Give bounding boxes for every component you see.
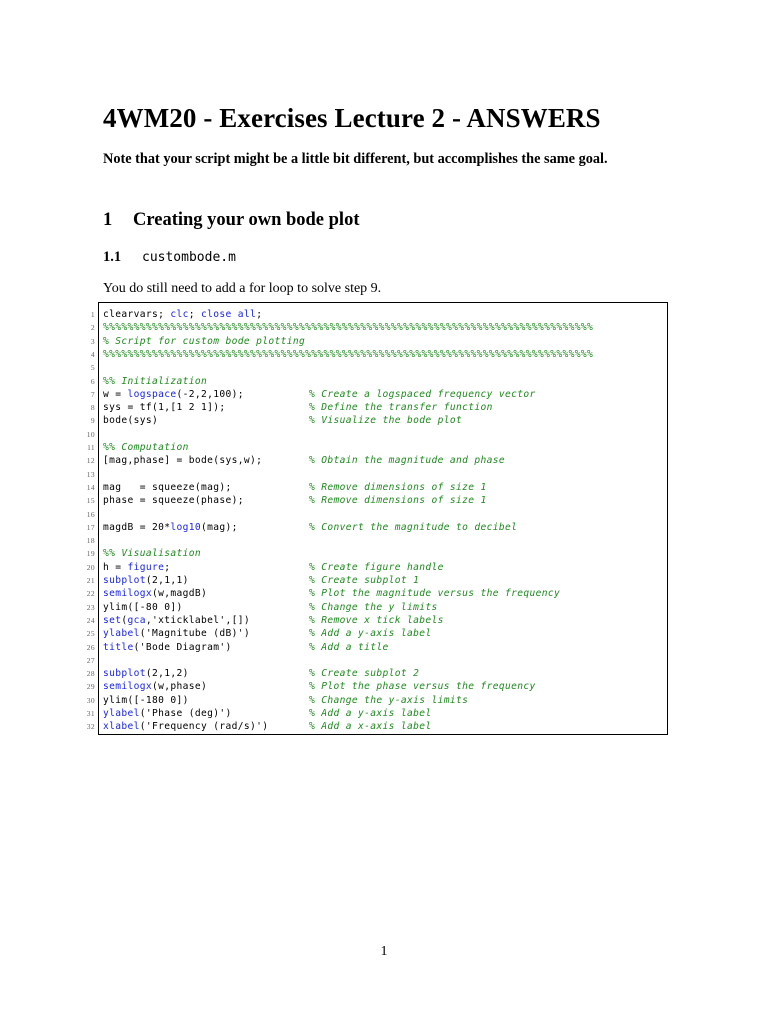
code-text bbox=[103, 375, 207, 388]
line-number: 5 bbox=[90, 363, 95, 373]
code-keyword: title bbox=[103, 641, 134, 653]
code-token: (2,1,1) bbox=[145, 575, 189, 586]
code-token: (w,phase) bbox=[152, 681, 208, 693]
code-token: ; bbox=[188, 309, 202, 320]
line-number: 24 bbox=[86, 615, 95, 625]
code-text bbox=[103, 454, 262, 467]
code-text bbox=[103, 388, 244, 401]
line-number: 12 bbox=[86, 456, 95, 466]
line-number: 21 bbox=[86, 576, 95, 585]
line-number: 10 bbox=[86, 429, 95, 439]
code-keyword: ylabel bbox=[103, 628, 140, 640]
line-number: 18 bbox=[86, 536, 95, 546]
code-text bbox=[103, 561, 170, 574]
code-token: ('Phase (deg)') bbox=[139, 708, 232, 719]
code-listing bbox=[86, 302, 668, 735]
code-keyword: figure bbox=[127, 561, 165, 573]
code-comment: % Script for custom bode plotting bbox=[103, 335, 306, 347]
code-inline-comment: % Remove x tick labels bbox=[309, 614, 444, 626]
code-inline-comment: % Add a title bbox=[309, 641, 389, 653]
code-text bbox=[103, 521, 238, 534]
section-number: 1 bbox=[103, 210, 113, 230]
code-token: bode(sys) bbox=[103, 415, 159, 427]
code-keyword: subplot bbox=[103, 668, 146, 680]
line-number: 2 bbox=[90, 323, 95, 333]
code-text bbox=[103, 574, 189, 587]
code-keyword: clc bbox=[170, 309, 189, 320]
code-keyword: subplot bbox=[103, 575, 146, 586]
code-text bbox=[103, 335, 305, 348]
code-token: ylim([-80 0]) bbox=[103, 601, 183, 613]
line-number: 16 bbox=[86, 509, 95, 519]
code-comment: %% Initialization bbox=[103, 375, 208, 387]
code-text bbox=[103, 348, 593, 361]
page-number: 1 bbox=[380, 944, 388, 959]
line-number: 11 bbox=[87, 443, 95, 452]
code-text bbox=[103, 707, 232, 720]
section-heading bbox=[103, 210, 359, 231]
code-inline-comment: % Create subplot 2 bbox=[309, 668, 420, 680]
code-comment: %%%%%%%%%%%%%%%%%%%%%%%%%%%%%%%%%%%%%%%%%%%%%%%%%%%%%%%%%%%%%%%%%%%%%%%%%%%%%%%% bbox=[103, 348, 594, 360]
code-token: ('Magnitube (dB)') bbox=[139, 628, 251, 640]
code-inline-comment: % Convert the magnitude to decibel bbox=[309, 521, 518, 533]
code-token: clearvars; bbox=[103, 309, 171, 320]
code-text bbox=[103, 694, 189, 707]
code-text bbox=[103, 321, 593, 334]
code-text bbox=[103, 614, 250, 627]
code-inline-comment: % Visualize the bode plot bbox=[309, 415, 463, 427]
code-token: (-2,2,100); bbox=[176, 388, 244, 400]
code-token: (mag); bbox=[201, 521, 238, 533]
code-keyword: log10 bbox=[170, 521, 202, 533]
code-token: (w,magdB) bbox=[152, 588, 208, 600]
line-number: 13 bbox=[86, 469, 95, 479]
code-token: ( bbox=[121, 614, 128, 626]
code-text bbox=[103, 627, 250, 640]
code-comment: %%%%%%%%%%%%%%%%%%%%%%%%%%%%%%%%%%%%%%%%%%%%%%%%%%%%%%%%%%%%%%%%%%%%%%%%%%%%%%%% bbox=[103, 322, 594, 334]
line-number: 23 bbox=[86, 602, 95, 612]
code-text bbox=[103, 308, 262, 321]
code-inline-comment: % Plot the magnitude versus the frequency bbox=[309, 588, 561, 600]
line-number: 29 bbox=[86, 682, 95, 692]
code-token: phase = squeeze(phase); bbox=[103, 495, 244, 507]
code-text bbox=[103, 481, 232, 494]
code-token: ; bbox=[256, 309, 263, 320]
code-token: sys = tf(1,[1 2 1]); bbox=[103, 402, 226, 414]
code-text bbox=[103, 601, 183, 614]
intro-text: You do still need to add a for loop to solve step 9. bbox=[103, 281, 382, 296]
code-inline-comment: % Change the y limits bbox=[309, 601, 438, 613]
code-inline-comment: % Remove dimensions of size 1 bbox=[309, 495, 487, 507]
subsection-heading bbox=[103, 249, 236, 266]
code-token: ,'xticklabel',[]) bbox=[145, 614, 251, 626]
code-keyword: gca bbox=[127, 614, 146, 626]
line-number: 9 bbox=[90, 416, 95, 426]
line-number: 26 bbox=[86, 642, 95, 652]
code-inline-comment: % Define the transfer function bbox=[309, 402, 493, 414]
line-number: 20 bbox=[86, 562, 95, 572]
code-inline-comment: % Change the y-axis limits bbox=[309, 694, 469, 706]
code-keyword: semilogx bbox=[103, 588, 153, 600]
code-comment: %% Computation bbox=[103, 442, 189, 453]
code-token: (2,1,2) bbox=[145, 668, 189, 680]
code-inline-comment: % Add a y-axis label bbox=[309, 708, 432, 719]
code-token: w = bbox=[103, 388, 128, 400]
code-text bbox=[103, 667, 189, 680]
line-number: 25 bbox=[86, 629, 95, 639]
line-number: 31 bbox=[86, 709, 95, 718]
code-token: [mag,phase] = bode(sys,w); bbox=[103, 455, 263, 467]
code-text bbox=[103, 547, 201, 560]
code-inline-comment: % Add a x-axis label bbox=[309, 721, 432, 733]
line-number: 15 bbox=[86, 496, 95, 506]
line-number: 32 bbox=[86, 722, 95, 732]
code-token: ; bbox=[164, 561, 171, 573]
line-number: 1 bbox=[90, 310, 95, 319]
code-inline-comment: % Plot the phase versus the frequency bbox=[309, 681, 536, 693]
code-comment: %% Visualisation bbox=[103, 548, 202, 560]
code-text bbox=[103, 641, 232, 654]
line-number: 4 bbox=[90, 349, 95, 359]
page-title: 4WM20 - Exercises Lecture 2 - ANSWERS bbox=[103, 103, 601, 133]
code-token: ('Bode Diagram') bbox=[133, 641, 232, 653]
code-keyword: ylabel bbox=[103, 708, 140, 719]
line-number: 22 bbox=[86, 589, 95, 599]
section-title: Creating your own bode plot bbox=[133, 210, 360, 230]
code-text bbox=[103, 401, 226, 414]
code-text bbox=[103, 720, 268, 733]
line-number: 28 bbox=[86, 669, 95, 679]
code-keyword: close all bbox=[201, 309, 257, 320]
code-token: mag = squeeze(mag); bbox=[103, 481, 232, 493]
code-inline-comment: % Obtain the magnitude and phase bbox=[309, 455, 506, 467]
code-inline-comment: % Create figure handle bbox=[309, 561, 444, 573]
line-number: 17 bbox=[86, 522, 95, 532]
code-keyword: xlabel bbox=[103, 721, 140, 733]
line-number: 8 bbox=[90, 403, 95, 413]
code-token: ('Frequency (rad/s)') bbox=[139, 721, 269, 733]
code-inline-comment: % Remove dimensions of size 1 bbox=[309, 481, 487, 493]
line-number: 7 bbox=[90, 389, 95, 399]
code-text bbox=[103, 494, 244, 507]
line-number: 19 bbox=[86, 549, 95, 559]
line-number: 30 bbox=[86, 695, 95, 705]
subsection-title: custombode.m bbox=[142, 250, 236, 265]
line-number: 6 bbox=[90, 376, 95, 386]
code-token: h = bbox=[103, 561, 128, 573]
code-inline-comment: % Add a y-axis label bbox=[309, 628, 432, 640]
code-inline-comment: % Create subplot 1 bbox=[309, 575, 420, 586]
code-text bbox=[103, 441, 189, 454]
code-token: magdB = 20* bbox=[103, 521, 171, 533]
note-paragraph: Note that your script might be a little bit different, but accomplishes the same goal. bbox=[103, 151, 608, 167]
code-text bbox=[103, 680, 207, 693]
code-text bbox=[103, 587, 207, 600]
code-keyword: logspace bbox=[127, 388, 177, 400]
code-inline-comment: % Create a logspaced frequency vector bbox=[309, 388, 536, 400]
code-keyword: semilogx bbox=[103, 681, 153, 693]
subsection-number: 1.1 bbox=[103, 249, 122, 265]
line-number: 14 bbox=[86, 482, 95, 492]
line-number: 27 bbox=[86, 655, 95, 665]
code-keyword: set bbox=[103, 614, 122, 626]
line-number: 3 bbox=[90, 336, 95, 346]
code-text bbox=[103, 414, 158, 427]
code-token: ylim([-180 0]) bbox=[103, 694, 189, 706]
